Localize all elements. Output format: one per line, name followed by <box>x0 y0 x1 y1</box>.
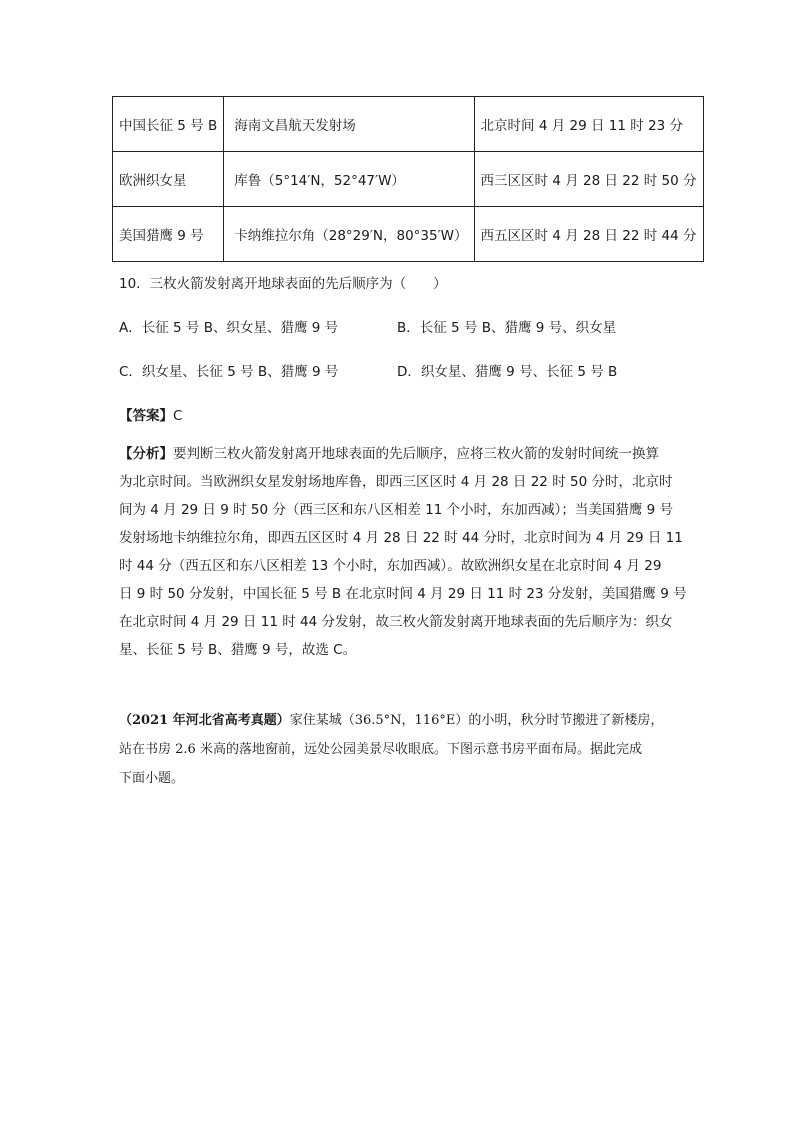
analysis-line: 在北京时间 4 月 29 日 11 时 44 分发射，故三枚火箭发射离开地球表面的先后顺序为：织女 <box>119 614 673 630</box>
option-d: D．织女星、猎鹰 9 号、长征 5 号 B <box>397 364 618 380</box>
analysis-line: 星、长征 5 号 B、猎鹰 9 号，故选 C。 <box>119 642 357 658</box>
intro-line: 站在书房 2.6 米高的落地窗前，远处公园美景尽收眼底。下图示意书房平面布局。据此完成 <box>119 742 642 757</box>
analysis-block <box>119 440 687 664</box>
intro-line <box>119 706 679 735</box>
analysis-line <box>119 440 679 468</box>
launch-time-cell: 北京时间 4 月 29 日 11 时 23 分 <box>474 97 703 152</box>
answer-label: 【答案】 <box>119 408 173 424</box>
option-a: A．长征 5 号 B、织女星、猎鹰 9 号 <box>119 320 339 336</box>
analysis-line: 为北京时间。当欧洲织女星发射场地库鲁，即西三区区时 4 月 28 日 22 时 50 分时，北京时 <box>119 474 673 490</box>
analysis-label: 【分析】 <box>119 446 173 462</box>
analysis-text: 要判断三枚火箭发射离开地球表面的先后顺序，应将三枚火箭的发射时间统一换算 <box>173 446 659 462</box>
launch-time-cell: 西五区区时 4 月 28 日 22 时 44 分 <box>474 207 703 262</box>
analysis-line: 间为 4 月 29 日 9 时 50 分（西三区和东八区相差 11 个小时，东加西减）；当美国猎鹰 9 号 <box>119 502 674 518</box>
analysis-line: 日 9 时 50 分发射，中国长征 5 号 B 在北京时间 4 月 29 日 11 时 23 分发射，美国猎鹰 9 号 <box>119 586 687 602</box>
launch-time-cell: 西三区区时 4 月 28 日 22 时 50 分 <box>474 152 703 207</box>
intro-text: 家住某城（36.5°N，116°E）的小明，秋分时节搬进了新楼房， <box>289 713 664 728</box>
launch-site-cell: 海南文昌航天发射场 <box>224 97 474 152</box>
analysis-line: 发射场地卡纳维拉尔角，即西五区区时 4 月 28 日 22 时 44 分时，北京时间为 4 月 29 日 11 <box>119 530 683 546</box>
question-title: 10．三枚火箭发射离开地球表面的先后顺序为（ ） <box>119 276 447 292</box>
answer-value: C <box>173 408 183 424</box>
rocket-name-cell: 美国猎鹰 9 号 <box>113 207 224 262</box>
answer-line <box>119 404 182 424</box>
launch-table <box>112 96 704 262</box>
analysis-line: 时 44 分（西五区和东八区相差 13 个小时，东加西减）。故欧洲织女星在北京时间 4 月 29 <box>119 558 662 574</box>
option-b: B．长征 5 号 B、猎鹰 9 号、织女星 <box>397 320 617 336</box>
next-question-intro <box>119 706 679 793</box>
rocket-name-cell: 欧洲织女星 <box>113 152 224 207</box>
table-row <box>113 152 704 207</box>
source-tag: （2021 年河北省高考真题） <box>119 713 290 728</box>
table-row <box>113 97 704 152</box>
intro-line: 下面小题。 <box>119 771 185 786</box>
rocket-name-cell: 中国长征 5 号 B <box>113 97 224 152</box>
table-row <box>113 207 704 262</box>
launch-site-cell: 库鲁（5°14′N，52°47′W） <box>224 152 474 207</box>
option-c: C．织女星、长征 5 号 B、猎鹰 9 号 <box>119 364 339 380</box>
launch-site-cell: 卡纳维拉尔角（28°29′N，80°35′W） <box>224 207 474 262</box>
